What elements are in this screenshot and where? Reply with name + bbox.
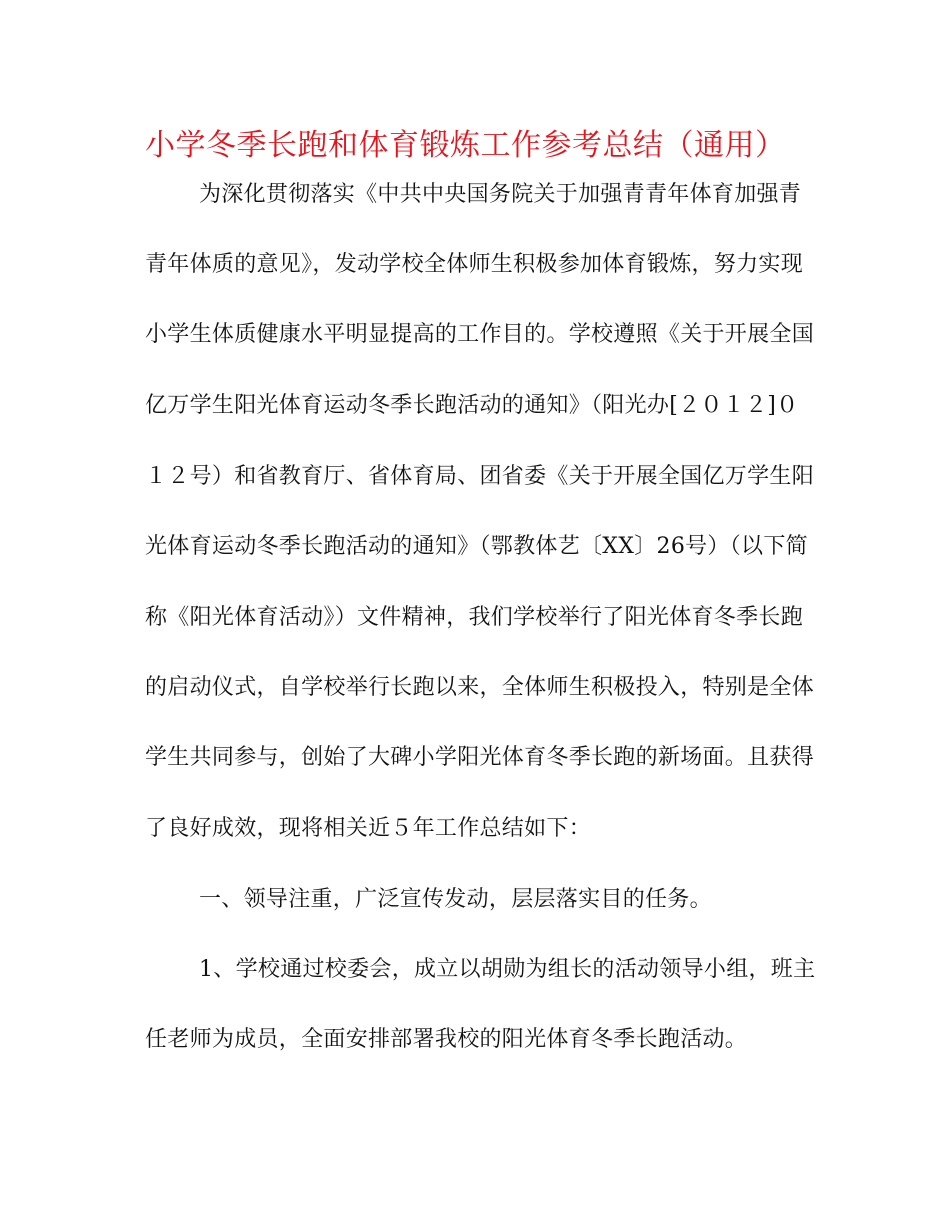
paragraph-line: 称《阳光体育活动》）文件精神，我们学校举行了阳光体育冬季长跑 [145, 605, 804, 630]
paragraph-line: 了良好成效，现将相关近５年工作总结如下： [145, 816, 592, 841]
document-title: 小学冬季长跑和体育锻炼工作参考总结（通用） [145, 128, 786, 163]
paragraph-line: 为深化贯彻落实《中共中央国务院关于加强青青年体育加强青 [199, 182, 802, 207]
paragraph-line: 学生共同参与，创始了大碑小学阳光体育冬季长跑的新场面。且获得 [145, 745, 815, 770]
paragraph-line: 1、学校通过校委会，成立以胡勋为组长的活动领导小组，班主 [199, 957, 816, 982]
paragraph-line: 光体育运动冬季长跑活动的通知》（鄂教体艺〔XX〕26号）（以下简 [145, 534, 808, 559]
paragraph-line: 亿万学生阳光体育运动冬季长跑活动的通知》（阳光办[２０１２]０ [145, 393, 799, 418]
section-heading: 一、领导注重，广泛宣传发动，层层落实目的任务。 [199, 887, 712, 912]
paragraph-line: １２号）和省教育厅、省体育局、团省委《关于开展全国亿万学生阳 [145, 464, 815, 489]
paragraph-line: 青年体质的意见》，发动学校全体师生积极参加体育锻炼，努力实现 [145, 252, 804, 277]
paragraph-line: 小学生体质健康水平明显提高的工作目的。学校遵照《关于开展全国 [145, 322, 815, 347]
paragraph-line: 任老师为成员，全面安排部署我校的阳光体育冬季长跑活动。 [145, 1027, 748, 1052]
paragraph-line: 的启动仪式，自学校举行长跑以来，全体师生积极投入，特别是全体 [145, 675, 815, 700]
